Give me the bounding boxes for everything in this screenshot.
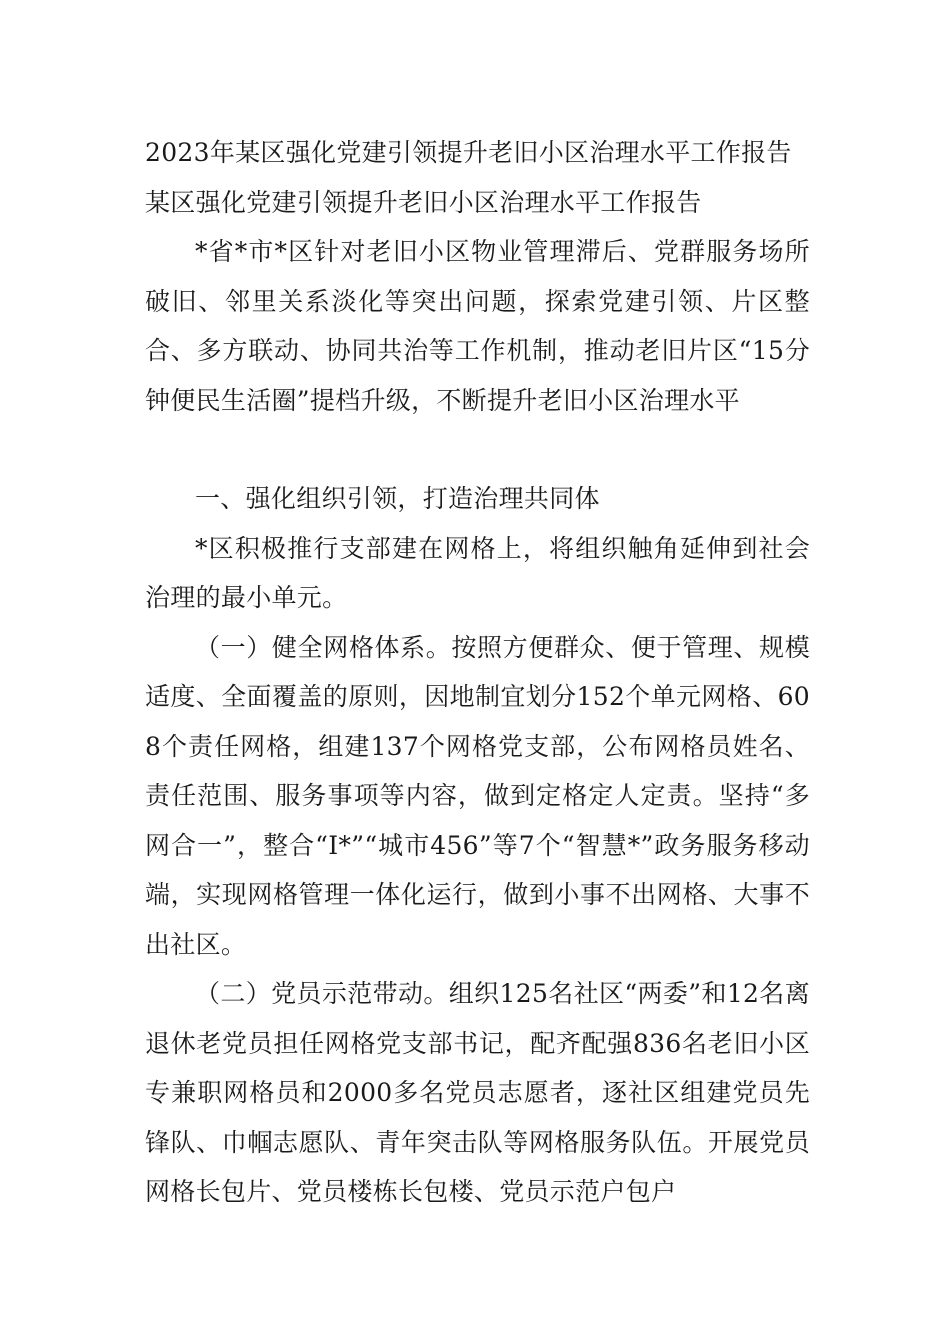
document-body: [145, 128, 810, 1217]
section-heading: 一、强化组织引领，打造治理共同体: [195, 484, 600, 513]
document-title: 2023年某区强化党建引领提升老旧小区治理水平工作报告: [145, 138, 792, 167]
section-lead-paragraph: *区积极推行支部建在网格上，将组织触角延伸到社会治理的最小单元。: [145, 533, 810, 612]
party-member-paragraph: （二）党员示范带动。组织125名社区“两委”和12名离退休老党员担任网格党支部书记，配齐配强836名老旧小区专兼职网格员和2000多名党员志愿者，逐社区组建党员先锋队、巾帼志愿队、青年突击队等网格服务队伍。开展党员网格长包片、党员楼栋长包楼、党员示范户包户: [145, 979, 810, 1206]
paragraph-spacer: [145, 425, 810, 474]
grid-system-paragraph: （一）健全网格体系。按照方便群众、便于管理、规模适度、全面覆盖的原则，因地制宜划分152个单元网格、608个责任网格，组建137个网格党支部，公布网格员姓名、责任范围、服务事项等内容，做到定格定人定责。坚持“多网合一”，整合“I*”“城市456”等7个“智慧*”政务服务移动端，实现网格管理一体化运行，做到小事不出网格、大事不出社区。: [145, 632, 810, 959]
document-subtitle: 某区强化党建引领提升老旧小区治理水平工作报告: [145, 187, 702, 217]
intro-paragraph: *省*市*区针对老旧小区物业管理滞后、党群服务场所破旧、邻里关系淡化等突出问题，探索党建引领、片区整合、多方联动、协同共治等工作机制，推动老旧片区“15分钟便民生活圈”提档升级，不断提升老旧小区治理水平: [145, 237, 810, 415]
